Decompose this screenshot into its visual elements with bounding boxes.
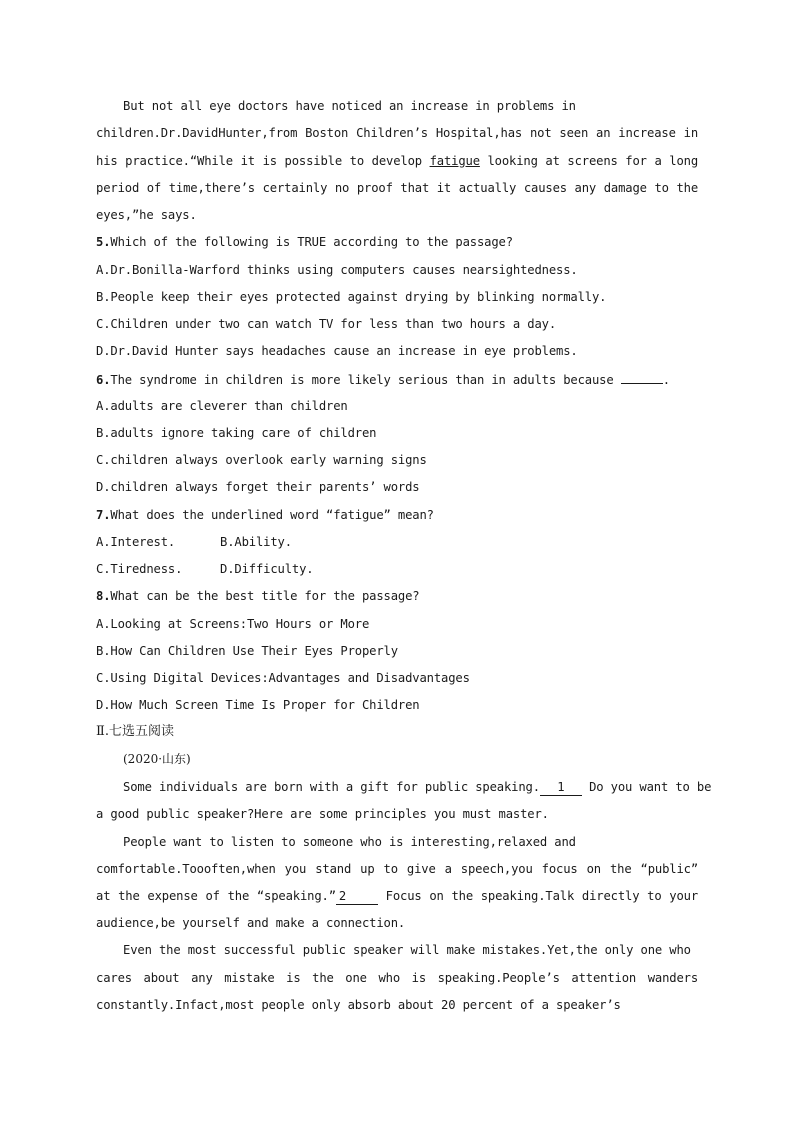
question-text: The syndrome in children is more likely serious than in adults because: [110, 373, 621, 387]
question-5-option-b: B.People keep their eyes protected against drying by blinking normally.: [96, 290, 607, 304]
source-label: (2020·山东): [123, 752, 191, 766]
question-7-options-row-2: [96, 561, 698, 577]
question-5-option-c: C.Children under two can watch TV for less than two hours a day.: [96, 317, 556, 331]
question-6-option-a: A.adults are cleverer than children: [96, 399, 348, 413]
question-6-option-d: D.children always forget their parents’ words: [96, 480, 420, 494]
text-span: Some individuals are born with a gift for public speaking.: [123, 780, 540, 794]
paragraph-line: comfortable.Toooften,when you stand up to give a speech,you focus on the “public”: [96, 862, 698, 876]
text-span: Do you want to be: [581, 780, 712, 794]
question-text-end: .: [662, 373, 670, 387]
question-8-option-c: C.Using Digital Devices:Advantages and Disadvantages: [96, 671, 470, 685]
paragraph-line: [96, 153, 698, 169]
question-7-stem: [96, 507, 698, 523]
question-7-option-a: A.Interest.: [96, 535, 176, 549]
question-number: 8.: [96, 589, 111, 603]
question-5-option-d: D.Dr.David Hunter says headaches cause an increase in eye problems.: [96, 344, 578, 358]
question-8-option-b: B.How Can Children Use Their Eyes Properly: [96, 644, 398, 658]
paragraph-line: People want to listen to someone who is interesting,relaxed and: [123, 835, 576, 849]
question-8-option-d: D.How Much Screen Time Is Proper for Children: [96, 698, 420, 712]
question-7-option-b: B.Ability.: [220, 535, 292, 549]
text-span: looking at screens for a long: [479, 154, 699, 168]
text-span: Focus on the speaking.Talk directly to your: [377, 889, 698, 903]
paragraph-line: constantly.Infact,most people only absorb about 20 percent of a speaker’s: [96, 998, 621, 1012]
text-span: his practice.“While it is possible to develop: [96, 154, 430, 168]
question-5-option-a: A.Dr.Bonilla-Warford thinks using computers causes nearsightedness.: [96, 263, 578, 277]
paragraph-line: a good public speaker?Here are some principles you must master.: [96, 807, 549, 821]
section-heading: Ⅱ.七选五阅读: [96, 724, 174, 739]
answer-blank-1: 1: [540, 779, 582, 796]
paragraph-line: Even the most successful public speaker will make mistakes.Yet,the only one who: [123, 943, 691, 957]
paragraph-line: eyes,”he says.: [96, 208, 197, 222]
question-text: What does the underlined word “fatigue” mean?: [110, 508, 434, 522]
underlined-word: fatigue: [429, 154, 480, 168]
question-7-option-c: C.Tiredness.: [96, 562, 183, 576]
paragraph-line: [96, 888, 698, 905]
paragraph-line: [123, 779, 712, 796]
question-6-stem: [96, 371, 698, 388]
answer-blank: [621, 371, 663, 384]
question-number: 7.: [96, 508, 111, 522]
paragraph-line: cares about any mistake is the one who is speaking.People’s attention wanders: [96, 971, 698, 985]
question-7-option-d: D.Difficulty.: [220, 562, 314, 576]
answer-blank-2: 2: [336, 888, 378, 905]
question-6-option-b: B.adults ignore taking care of children: [96, 426, 377, 440]
text-span: at the expense of the “speaking.”: [96, 889, 336, 903]
question-text: What can be the best title for the passage?: [110, 589, 420, 603]
paragraph-line: But not all eye doctors have noticed an increase in problems in: [123, 99, 576, 113]
question-text: Which of the following is TRUE according to the passage?: [110, 235, 513, 249]
question-8-option-a: A.Looking at Screens:Two Hours or More: [96, 617, 370, 631]
paragraph-line: audience,be yourself and make a connection.: [96, 916, 406, 930]
question-7-options-row-1: [96, 534, 698, 550]
question-6-option-c: C.children always overlook early warning signs: [96, 453, 427, 467]
question-8-stem: [96, 588, 698, 604]
question-number: 5.: [96, 235, 111, 249]
paragraph-line: period of time,there’s certainly no proof that it actually causes any damage to the: [96, 181, 698, 195]
paragraph-line: children.Dr.DavidHunter,from Boston Children’s Hospital,has not seen an increase in: [96, 126, 698, 140]
question-5-stem: [96, 234, 698, 250]
question-number: 6.: [96, 373, 111, 387]
